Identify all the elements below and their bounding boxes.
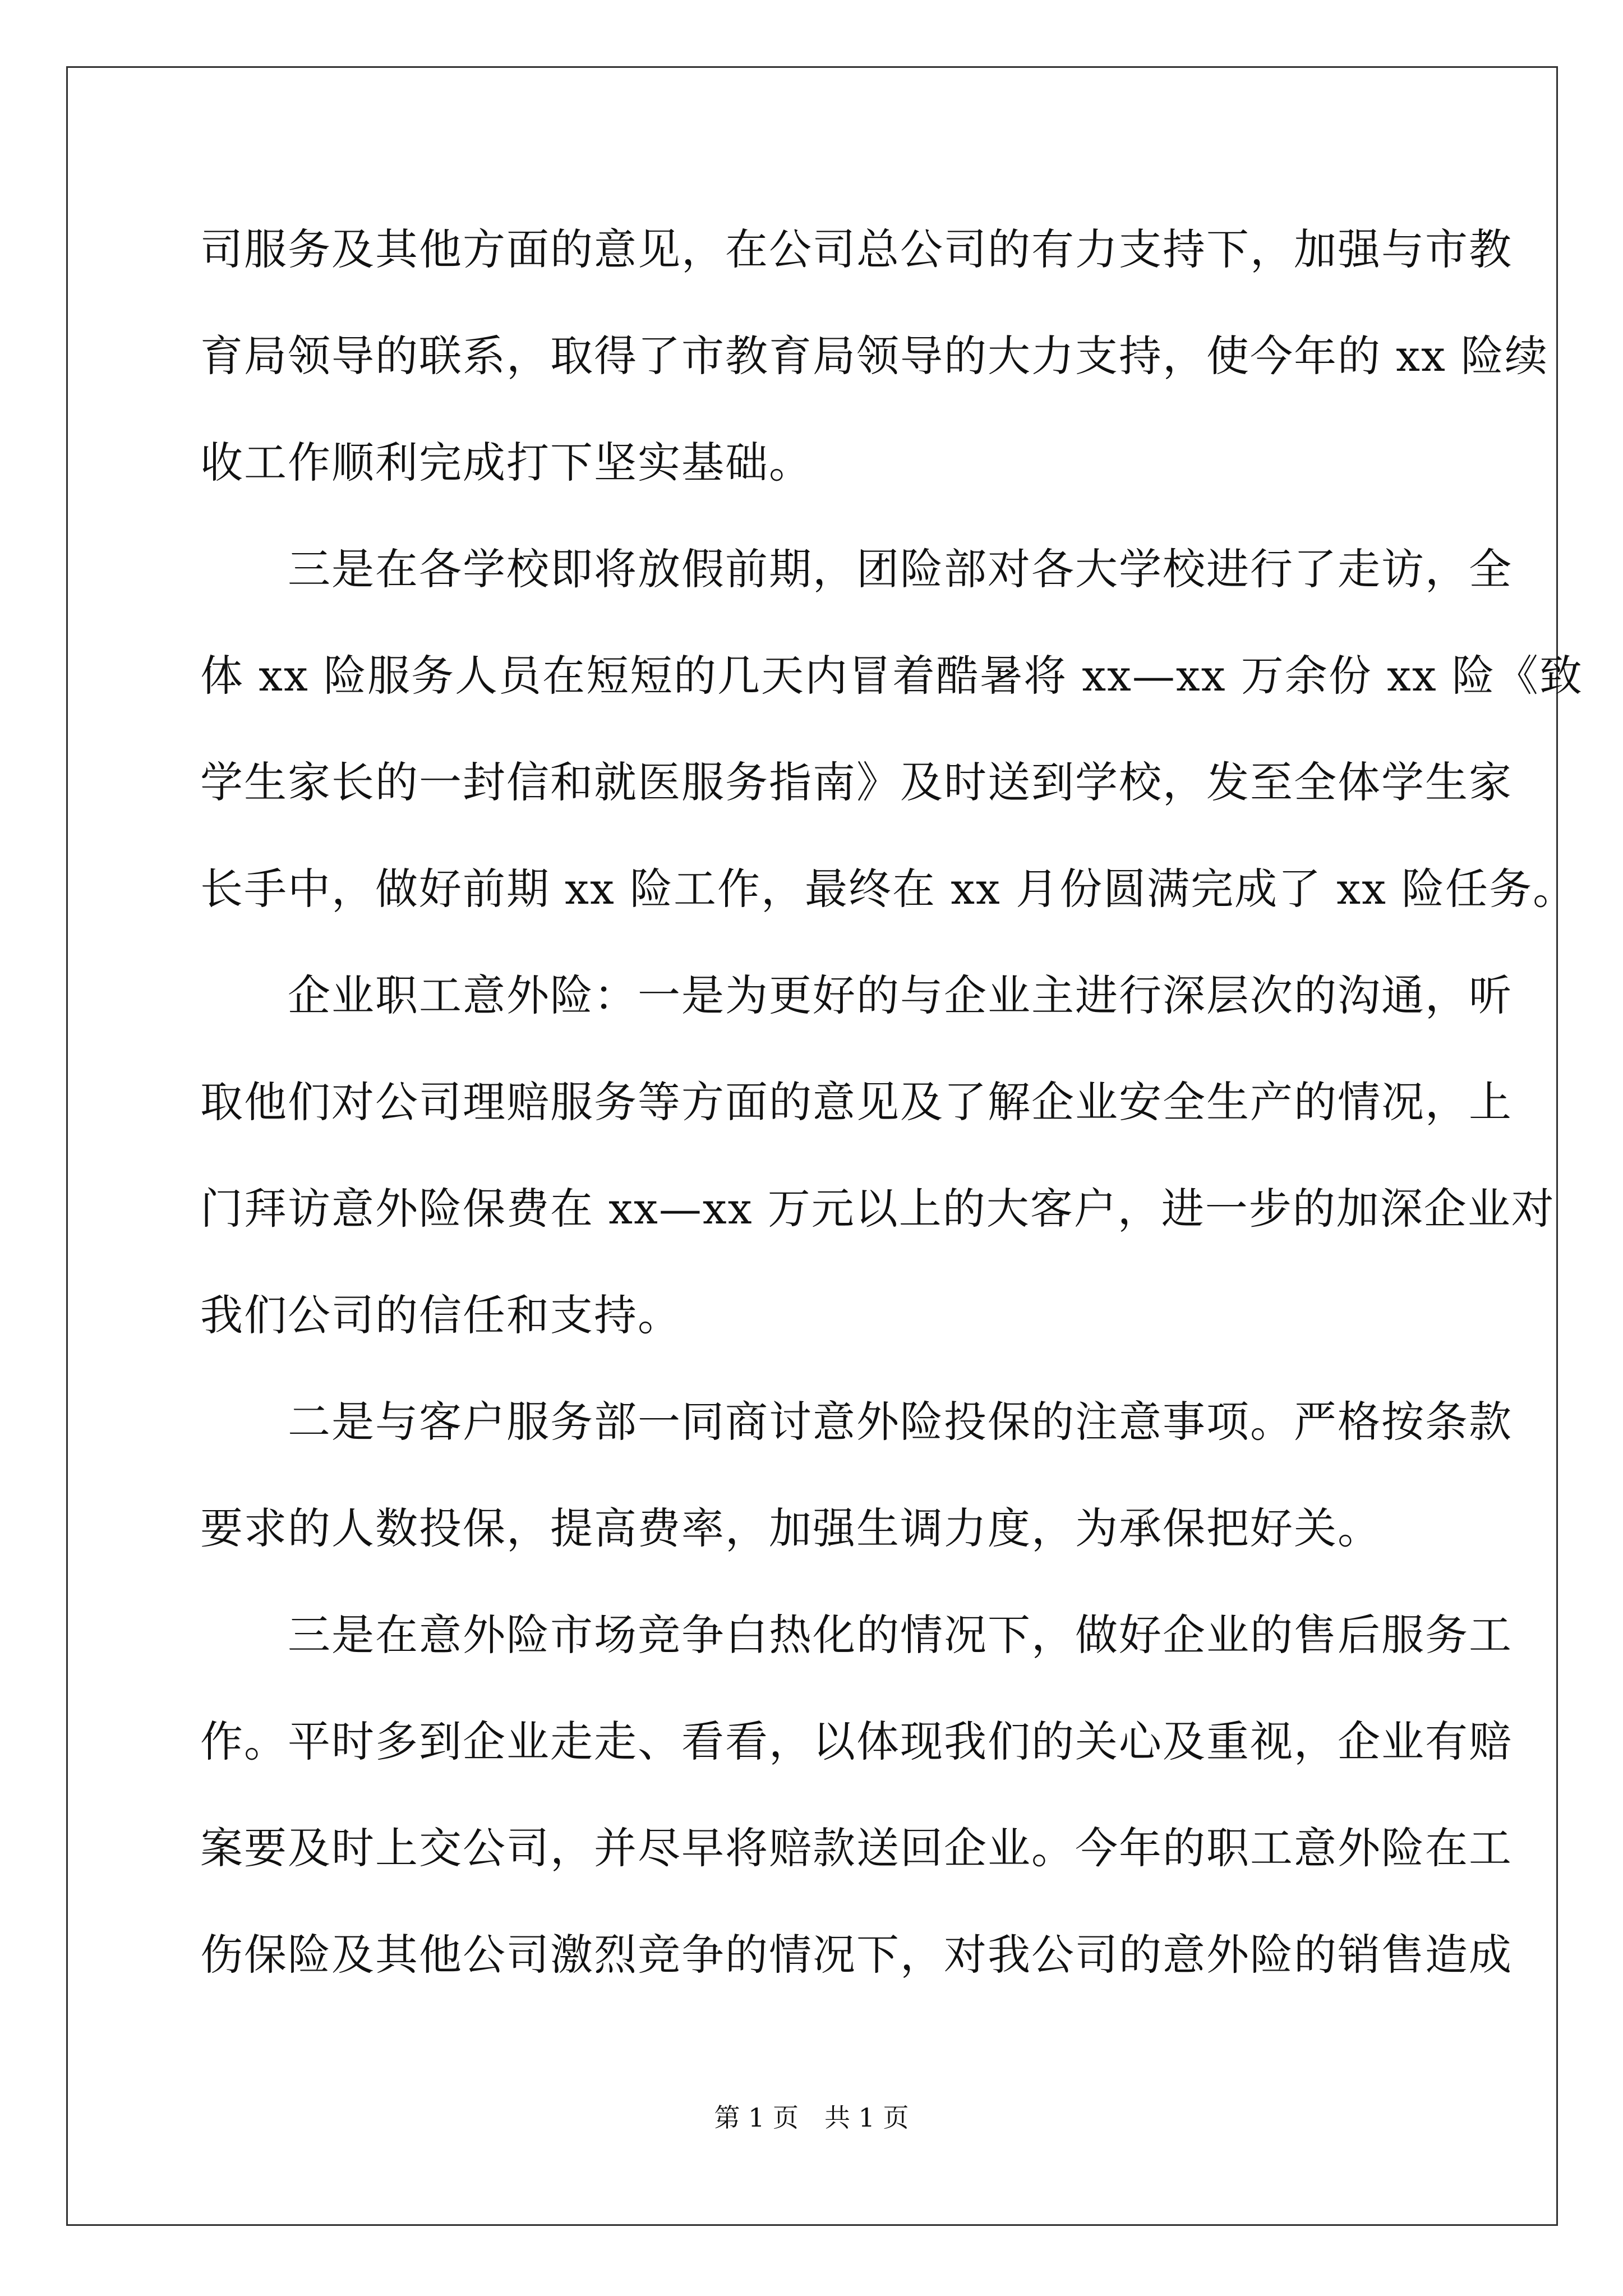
page-frame <box>66 66 1583 2226</box>
body-text-line: 我们公司的信任和支持。 <box>200 1290 681 1340</box>
body-text-line: 育局领导的联系，取得了市教育局领导的大力支持，使今年的 xx 险续 <box>200 331 1549 381</box>
body-text-line: 三是在各学校即将放假前期，团险部对各大学校进行了走访，全 <box>200 544 1513 594</box>
body-text-line: 门拜访意外险保费在 xx—xx 万元以上的大客户，进一步的加深企业对 <box>200 1184 1555 1234</box>
body-text-line: 企业职工意外险：一是为更好的与企业主进行深层次的沟通，听 <box>200 970 1513 1020</box>
body-text-line: 司服务及其他方面的意见，在公司总公司的有力支持下，加强与市教 <box>200 224 1513 274</box>
body-text-line: 作。平时多到企业走走、看看，以体现我们的关心及重视，企业有赔 <box>200 1717 1513 1766</box>
body-text-line: 取他们对公司理赔服务等方面的意见及了解企业安全生产的情况，上 <box>200 1077 1513 1127</box>
body-text-line: 体 xx 险服务人员在短短的几天内冒着酷暑将 xx—xx 万余份 xx 险《致 <box>200 651 1583 701</box>
body-text-line: 案要及时上交公司，并尽早将赔款送回企业。今年的职工意外险在工 <box>200 1823 1513 1873</box>
body-text-line: 长手中，做好前期 xx 险工作，最终在 xx 月份圆满完成了 xx 险任务。 <box>200 864 1577 914</box>
body-text-line: 三是在意外险市场竞争白热化的情况下，做好企业的售后服务工 <box>200 1610 1513 1660</box>
body-text-line: 收工作顺利完成打下坚实基础。 <box>200 438 813 487</box>
body-text-line: 二是与客户服务部一同商讨意外险投保的注意事项。严格按条款 <box>200 1397 1513 1447</box>
body-text-line: 要求的人数投保，提高费率，加强生调力度，为承保把好关。 <box>200 1503 1381 1553</box>
body-text-line: 学生家长的一封信和就医服务指南》及时送到学校，发至全体学生家 <box>200 757 1513 807</box>
page-number-footer: 第 1 页 共 1 页 <box>714 2102 909 2133</box>
body-text-line: 伤保险及其他公司激烈竞争的情况下，对我公司的意外险的销售造成 <box>200 1930 1513 1980</box>
